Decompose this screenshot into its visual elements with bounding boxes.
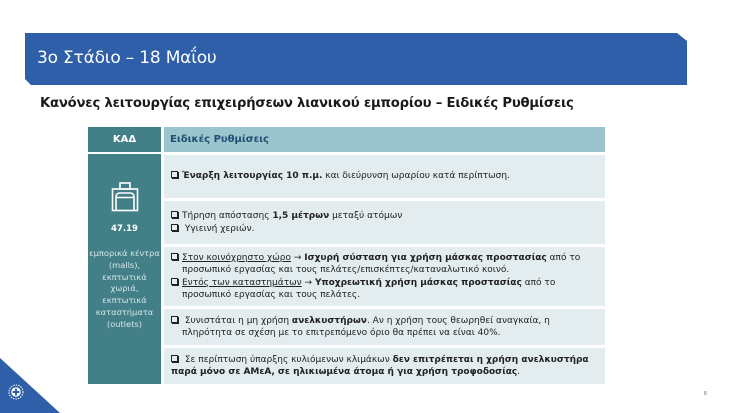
rules-column-header: Ειδικές Ρυθμίσεις [164,127,605,152]
kad-column-header: ΚΑΔ [88,127,161,152]
checkbox-bullet-icon [171,224,178,231]
greek-government-emblem-icon [8,384,24,400]
rule-row-escalators: Σε περίπτωση ύπαρξης κυλιόμενων κλιμάκων δεν επιτρέπεται η χρήση ανελκυστήρα παρά μόνο σε ΑΜεΑ, σε ηλικιωμένα άτομα ή για χρήση τροφοδοσίας. [164,348,605,384]
checkbox-bullet-icon [171,253,178,260]
kad-description: εμπορικά κέντρα (malls), εκπτωτικά χωριά, εκπτωτικά καταστήματα (outlets) [89,248,160,329]
page-number: 8 [704,391,707,397]
checkbox-bullet-icon [171,355,178,362]
checkbox-bullet-icon [171,278,178,285]
kad-cell [88,154,161,384]
checkbox-bullet-icon [171,316,178,323]
slide-title: 3ο Στάδιο – 18 Μαΐου [37,48,217,68]
checkbox-bullet-icon [171,211,178,218]
kad-code: 47.19 [111,224,138,234]
rule-row-elevators: Συνιστάται η μη χρήση ανελκυστήρων. Αν η χρήση τους θεωρηθεί αναγκαία, η πληρότητα σε σχέση με το επιτρεπόμενο όριο θα πρέπει να είναι 40%. [164,309,605,345]
rule-row-masks: Στον κοινόχρηστο χώρο → Ισχυρή σύσταση για χρήση μάσκας προστασίας από το προσωπικό εργασίας και τους πελάτες/επισκέπτες/καταναλωτικό κοινό. Εντός των καταστημάτων → Υποχρεωτική χρήση μάσκας προστασίας από το προσωπικό εργασίας και τους πελάτες. [164,247,605,306]
rule-row-distancing: Τήρηση απόστασης 1,5 μέτρων μεταξύ ατόμων Υγιεινή χεριών. [164,201,605,244]
checkbox-bullet-icon [171,171,178,178]
shopping-bag-icon [111,182,139,212]
rule-row-opening-hours: Έναρξη λειτουργίας 10 π.μ. και διεύρυνση ωραρίου κατά περίπτωση. [164,155,605,198]
slide-subtitle: Κανόνες λειτουργίας επιχειρήσεων λιανικού εμπορίου – Ειδικές Ρυθμίσεις [40,96,574,111]
